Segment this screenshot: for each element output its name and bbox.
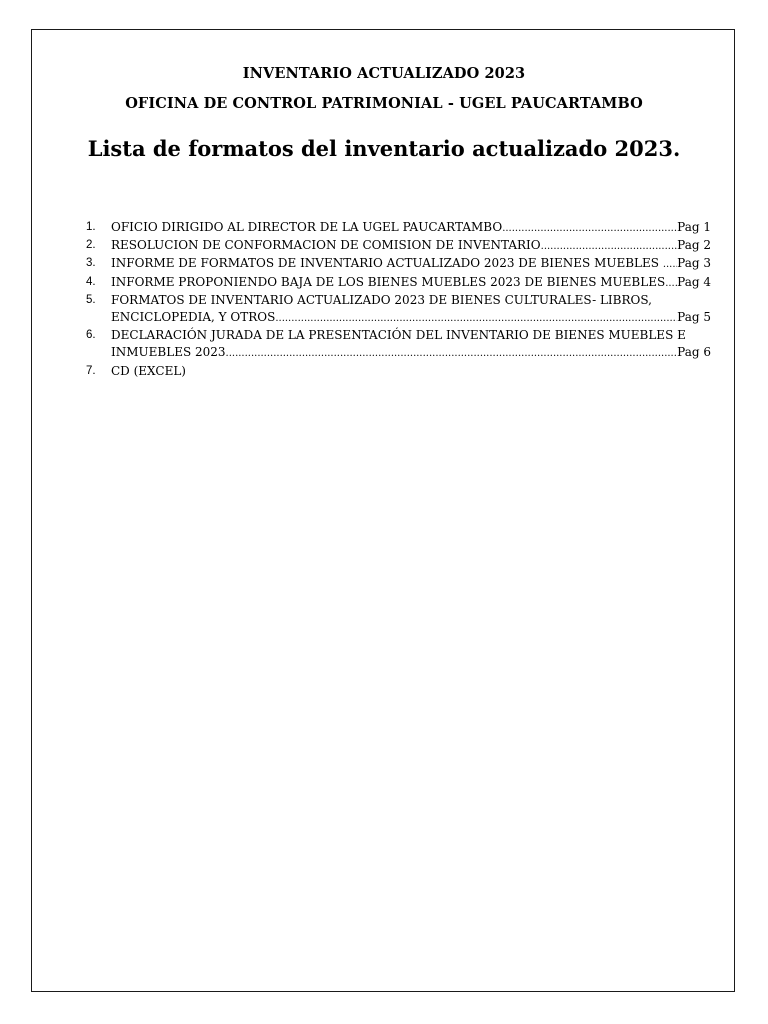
toc-item-5 [0, 292, 768, 327]
toc-item-page: Pag 5 [677, 310, 711, 325]
toc-item-label: INFORME DE FORMATOS DE INVENTARIO ACTUALIZADO 2023 DE BIENES MUEBLES [111, 256, 663, 271]
toc-item-page: Pag 1 [677, 220, 711, 234]
toc-item-6 [0, 327, 768, 362]
header-line-1: INVENTARIO ACTUALIZADO 2023 [242, 65, 526, 82]
header-line-2: OFICINA DE CONTROL PATRIMONIAL - UGEL PAUCARTAMBO [125, 95, 643, 112]
dot-leader [226, 345, 678, 362]
toc-item-7 [0, 363, 768, 380]
toc-item-number: 7. [86, 364, 96, 377]
toc-item-label: DECLARACIÓN JURADA DE LA PRESENTACIÓN DEL INVENTARIO DE BIENES MUEBLES E [111, 328, 686, 343]
document-title: Lista de formatos del inventario actualizado 2023. [87, 136, 681, 161]
dot-leader [541, 238, 678, 255]
toc-item-label-continued: ENCICLOPEDIA, Y OTROS [111, 310, 276, 325]
toc-item-page: Pag 2 [677, 238, 711, 253]
toc-item-number: 1. [86, 221, 96, 233]
toc-item-4 [0, 274, 768, 292]
toc-item-page: Pag 3 [677, 256, 711, 271]
dot-leader [663, 256, 677, 273]
dot-leader [275, 310, 677, 327]
dot-leader [502, 220, 677, 237]
toc-item-number: 3. [86, 257, 96, 270]
table-of-contents [0, 219, 768, 380]
toc-item-label: RESOLUCION DE CONFORMACION DE COMISION DE INVENTARIO [111, 238, 541, 253]
toc-item-label: FORMATOS DE INVENTARIO ACTUALIZADO 2023 DE BIENES CULTURALES- LIBROS, [111, 292, 652, 307]
toc-item-page: Pag 6 [677, 345, 711, 360]
toc-item-label: CD (EXCEL) [111, 363, 186, 378]
toc-item-number: 5. [86, 293, 96, 306]
toc-item-number: 6. [86, 329, 96, 342]
toc-item-number: 2. [86, 239, 96, 252]
toc-item-number: 4. [86, 275, 96, 288]
toc-item-page: Pag 4 [677, 274, 711, 289]
page-border [31, 29, 735, 992]
toc-item-label: OFICIO DIRIGIDO AL DIRECTOR DE LA UGEL PAUCARTAMBO [111, 220, 503, 234]
toc-item-label: INFORME PROPONIENDO BAJA DE LOS BIENES MUEBLES 2023 DE BIENES MUEBLES [111, 274, 666, 289]
toc-item-3 [0, 255, 768, 273]
toc-item-label-continued: INMUEBLES 2023 [111, 345, 226, 360]
toc-item-1 [0, 219, 768, 237]
toc-item-2 [0, 237, 768, 255]
dot-leader [665, 275, 677, 292]
